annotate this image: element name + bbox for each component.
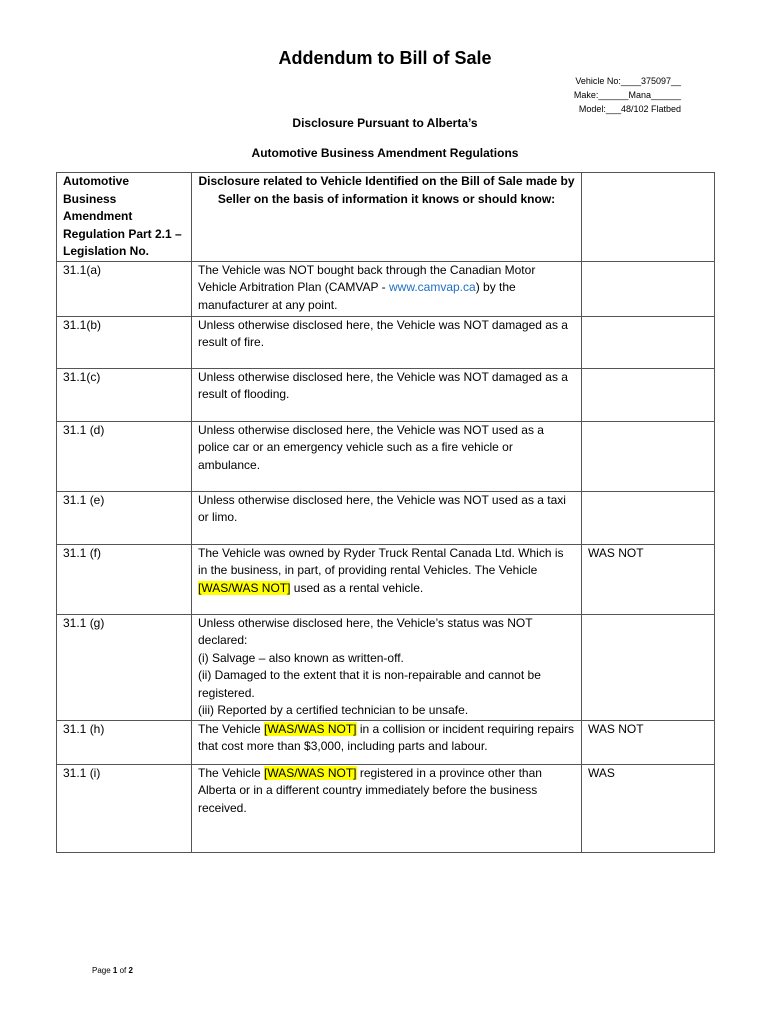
document-title: Addendum to Bill of Sale [278,48,492,68]
table-row [57,614,715,720]
subtitle-disclosure: Disclosure Pursuant to Alberta’s [292,116,478,130]
row-answer [582,316,715,368]
table-row [57,764,715,852]
vehicle-make: Make:______Mana______ [573,90,681,100]
was-was-not-highlight: [WAS/WAS NOT] [198,580,291,595]
vehicle-model: Model:___48/102 Flatbed [578,104,681,114]
row-answer [582,491,715,544]
status-line: (ii) Damaged to the extent that it is non-repairable and cannot be registered. [198,668,541,700]
vehicle-info [560,74,681,116]
row-code: 31.1(c) [57,368,192,421]
row-disclosure: The Vehicle [WAS/WAS NOT] in a collision or incident requiring repairs that cost more than $3,000, including parts and labour. [192,720,582,764]
was-was-not-highlight: [WAS/WAS NOT] [264,765,357,780]
row-code: 31.1(a) [57,261,192,316]
row-answer [582,421,715,491]
page-number: Page 1 of 2 [92,966,133,975]
table-row [57,720,715,764]
row-answer: WAS NOT [582,544,715,614]
row-disclosure: Unless otherwise disclosed here, the Vehicle was NOT used as a police car or an emergency vehicle such as a fire vehicle or ambulance. [192,421,582,491]
row-disclosure: The Vehicle [WAS/WAS NOT] registered in a province other than Alberta or in a different country immediately before the business received. [192,764,582,852]
row-code: 31.1 (g) [57,614,192,720]
row-code: 31.1 (d) [57,421,192,491]
table-row [57,316,715,368]
table-row [57,261,715,316]
header-disclosure: Disclosure related to Vehicle Identified on the Bill of Sale made by Seller on the basis of information it knows or should know: [192,173,582,262]
status-line: (i) Salvage – also known as written-off. [198,650,404,665]
row-answer: WAS NOT [582,720,715,764]
table-header-row [57,173,715,262]
row-answer: WAS [582,764,715,852]
row-answer [582,368,715,421]
row-disclosure: The Vehicle was owned by Ryder Truck Rental Canada Ltd. Which is in the business, in part, of providing rental Vehicles. The Vehicle [WAS/WAS NOT] used as a rental vehicle. [192,544,582,614]
row-disclosure [192,614,582,720]
header-answer [582,173,715,262]
camvap-link[interactable]: www.camvap.ca [388,280,476,294]
status-line: Unless otherwise disclosed here, the Vehicle’s status was NOT declared: [198,615,533,647]
table-row [57,544,715,614]
row-code: 31.1 (h) [57,720,192,764]
row-code: 31.1(b) [57,316,192,368]
row-disclosure: Unless otherwise disclosed here, the Vehicle was NOT damaged as a result of fire. [192,316,582,368]
vehicle-number: Vehicle No:____375097__ [575,76,681,86]
was-was-not-highlight: [WAS/WAS NOT] [264,721,357,736]
row-code: 31.1 (e) [57,491,192,544]
table-row [57,491,715,544]
subtitle-regulations: Automotive Business Amendment Regulations [251,146,519,160]
row-disclosure: Unless otherwise disclosed here, the Vehicle was NOT damaged as a result of flooding. [192,368,582,421]
row-answer [582,261,715,316]
row-code: 31.1 (f) [57,544,192,614]
table-row [57,421,715,491]
row-disclosure: The Vehicle was NOT bought back through the Canadian Motor Vehicle Arbitration Plan (CAMVAP - www.camvap.ca) by the manufacturer at any point. [192,261,582,316]
row-code: 31.1 (i) [57,764,192,852]
row-answer [582,614,715,720]
status-line: (iii) Reported by a certified technician to be unsafe. [198,703,469,717]
row-disclosure: Unless otherwise disclosed here, the Vehicle was NOT used as a taxi or limo. [192,491,582,544]
disclosure-table [56,172,715,853]
table-row [57,368,715,421]
header-legislation: Automotive Business Amendment Regulation Part 2.1 – Legislation No. [57,173,192,262]
